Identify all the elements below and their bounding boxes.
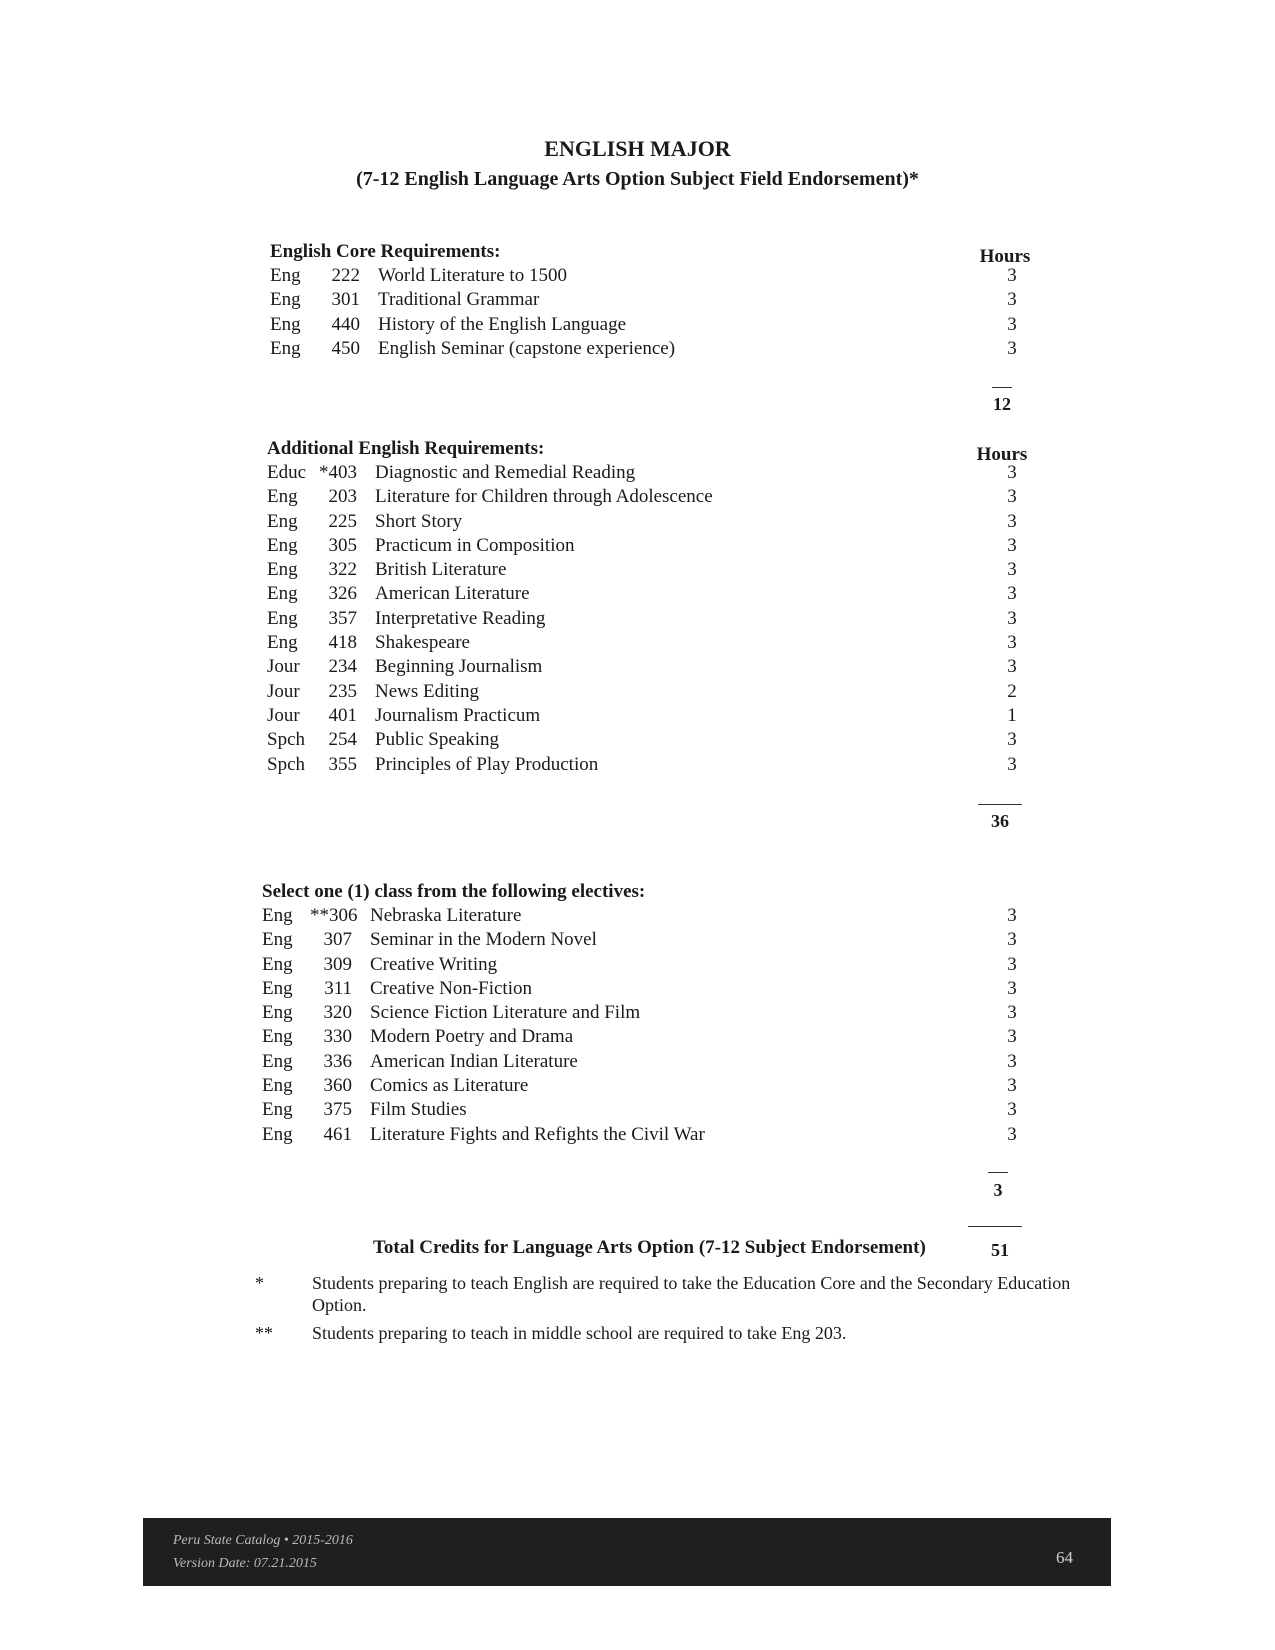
course-number: **306 [310, 905, 358, 926]
course-hours: 3 [1007, 1075, 1017, 1097]
course-row [262, 928, 1042, 952]
page-footer [143, 1518, 1111, 1586]
total-credits-label: Total Credits for Language Arts Option (7-12 Subject Endorsement) [373, 1237, 926, 1258]
page-title: ENGLISH MAJOR [544, 136, 731, 161]
course-dept: Eng [262, 1050, 293, 1072]
course-name: English Seminar (capstone experience) [378, 337, 676, 359]
course-dept: Eng [262, 1026, 293, 1048]
course-row [262, 977, 1042, 1001]
course-hours: 3 [1007, 929, 1017, 951]
course-number: 450 [331, 337, 360, 359]
core-requirements-section [270, 240, 1050, 361]
course-dept: Eng [270, 337, 301, 359]
course-row [267, 655, 1047, 679]
course-dept: Jour [267, 656, 300, 678]
course-hours: 3 [1007, 510, 1017, 532]
course-row [262, 1025, 1042, 1049]
course-dept: Jour [267, 704, 300, 726]
course-number: 235 [328, 680, 357, 702]
course-dept: Spch [267, 729, 305, 751]
footer-catalog-title: Peru State Catalog • 2015-2016 [173, 1533, 353, 1548]
course-dept: Eng [262, 929, 293, 951]
course-number: 336 [323, 1050, 352, 1072]
additional-course-list [267, 461, 1047, 777]
course-name: Nebraska Literature [370, 905, 522, 926]
course-number: 254 [328, 729, 357, 751]
course-hours: 3 [1007, 337, 1017, 359]
course-hours: 3 [1007, 1026, 1017, 1048]
course-hours: 3 [1007, 953, 1017, 975]
core-course-list [270, 264, 1050, 361]
course-number: 418 [328, 632, 357, 654]
core-subtotal: 12 [993, 394, 1011, 414]
course-row [270, 337, 1050, 361]
course-name: Beginning Journalism [375, 656, 543, 678]
electives-heading: Select one (1) class from the following electives: [262, 881, 646, 902]
course-hours: 3 [1007, 313, 1017, 335]
course-dept: Eng [262, 1099, 293, 1121]
course-number: 355 [328, 753, 357, 775]
course-name: News Editing [375, 680, 479, 702]
course-hours: 3 [1007, 462, 1017, 483]
course-row [267, 534, 1047, 558]
course-row [267, 728, 1047, 752]
course-hours: 3 [1007, 656, 1017, 678]
course-number: 301 [331, 289, 360, 311]
footnote-text: Students preparing to teach English are required to take the Education Core and the Secondary Education Option. [312, 1273, 1071, 1315]
course-dept: Eng [270, 265, 301, 286]
course-number: 311 [324, 977, 352, 999]
additional-subtotal-rule [978, 804, 1022, 805]
course-number: 375 [323, 1099, 352, 1121]
course-name: Diagnostic and Remedial Reading [375, 462, 636, 483]
course-name: British Literature [375, 559, 507, 581]
course-name: World Literature to 1500 [378, 265, 567, 286]
course-dept: Eng [262, 977, 293, 999]
course-name: Principles of Play Production [375, 753, 599, 775]
course-hours: 3 [1007, 1123, 1017, 1145]
course-name: Public Speaking [375, 729, 500, 751]
course-hours: 3 [1007, 1002, 1017, 1024]
footnote-mark: ** [255, 1323, 273, 1343]
course-dept: Eng [267, 510, 298, 532]
course-dept: Eng [267, 607, 298, 629]
course-hours: 3 [1007, 729, 1017, 751]
course-name: American Literature [375, 583, 530, 605]
course-hours: 1 [1007, 704, 1017, 726]
course-hours: 3 [1007, 486, 1017, 508]
footnote-mark: * [255, 1273, 264, 1293]
page-number: 64 [1056, 1548, 1073, 1567]
course-dept: Spch [267, 753, 305, 775]
footer-version-date: Version Date: 07.21.2015 [173, 1556, 317, 1571]
course-number: 461 [323, 1123, 352, 1145]
course-number: 307 [323, 929, 352, 951]
course-name: Practicum in Composition [375, 534, 575, 556]
course-name: Film Studies [370, 1099, 467, 1121]
course-hours: 3 [1007, 1050, 1017, 1072]
course-hours: 3 [1007, 632, 1017, 654]
course-row [262, 953, 1042, 977]
course-dept: Eng [262, 1075, 293, 1097]
course-number: 222 [331, 265, 360, 286]
course-hours: 3 [1007, 905, 1017, 926]
footnote-double-asterisk [255, 1322, 1095, 1346]
course-row [270, 264, 1050, 288]
course-number: 401 [328, 704, 357, 726]
course-number: 203 [328, 486, 357, 508]
course-hours: 3 [1007, 534, 1017, 556]
course-hours: 3 [1007, 583, 1017, 605]
electives-subtotal: 3 [993, 1180, 1003, 1200]
additional-hours-header: Hours [976, 444, 1028, 465]
course-dept: Eng [262, 953, 293, 975]
electives-subtotal-rule [988, 1172, 1008, 1173]
total-rule [968, 1226, 1022, 1227]
course-dept: Jour [267, 680, 300, 702]
course-dept: Eng [267, 632, 298, 654]
course-dept: Eng [262, 1002, 293, 1024]
course-name: Interpretative Reading [375, 607, 546, 629]
course-name: History of the English Language [378, 313, 627, 335]
course-dept: Eng [267, 559, 298, 581]
course-name: Modern Poetry and Drama [370, 1026, 574, 1048]
footnote-text: Students preparing to teach in middle school are required to take Eng 203. [312, 1323, 847, 1343]
additional-subtotal: 36 [991, 811, 1009, 831]
footnote-single-asterisk [255, 1272, 1095, 1318]
course-name: Shakespeare [375, 632, 470, 654]
electives-course-list [262, 904, 1042, 1147]
course-row [267, 485, 1047, 509]
course-hours: 3 [1007, 289, 1017, 311]
course-hours: 2 [1007, 680, 1017, 702]
course-row [270, 313, 1050, 337]
course-hours: 3 [1007, 753, 1017, 775]
course-row [270, 288, 1050, 312]
total-credits-value: 51 [991, 1240, 1009, 1260]
course-name: Literature Fights and Refights the Civil War [370, 1123, 705, 1145]
course-number: 330 [323, 1026, 352, 1048]
course-hours: 3 [1007, 977, 1017, 999]
course-row [262, 1098, 1042, 1122]
course-number: 440 [331, 313, 360, 335]
electives-section [262, 880, 1042, 1147]
course-row [267, 558, 1047, 582]
course-row [267, 631, 1047, 655]
course-number: 309 [323, 953, 352, 975]
course-row [262, 1001, 1042, 1025]
course-row [262, 1074, 1042, 1098]
course-row [267, 753, 1047, 777]
core-hours-header: Hours [979, 246, 1031, 267]
course-dept: Eng [262, 1123, 293, 1145]
course-name: Seminar in the Modern Novel [370, 929, 597, 951]
course-name: Traditional Grammar [378, 289, 540, 311]
course-hours: 3 [1007, 1099, 1017, 1121]
course-row [267, 461, 1047, 485]
course-number: 225 [328, 510, 357, 532]
course-name: American Indian Literature [370, 1050, 578, 1072]
course-number: 322 [328, 559, 357, 581]
course-row [267, 607, 1047, 631]
course-number: 305 [328, 534, 357, 556]
course-number: *403 [319, 462, 357, 483]
core-heading: English Core Requirements: [270, 241, 501, 262]
course-dept: Educ [267, 462, 307, 483]
course-dept: Eng [267, 583, 298, 605]
course-row [262, 1050, 1042, 1074]
course-row [267, 582, 1047, 606]
course-name: Creative Writing [370, 953, 498, 975]
course-hours: 3 [1007, 559, 1017, 581]
course-name: Journalism Practicum [375, 704, 541, 726]
course-name: Short Story [375, 510, 463, 532]
course-dept: Eng [267, 486, 298, 508]
course-row [267, 510, 1047, 534]
course-number: 326 [328, 583, 357, 605]
course-hours: 3 [1007, 607, 1017, 629]
core-subtotal-rule [992, 387, 1012, 388]
additional-requirements-section [267, 437, 1047, 777]
course-row [267, 704, 1047, 728]
course-name: Comics as Literature [370, 1075, 529, 1097]
course-name: Literature for Children through Adolescence [375, 486, 713, 508]
course-name: Creative Non-Fiction [370, 977, 532, 999]
course-number: 357 [328, 607, 357, 629]
page-subtitle: (7-12 English Language Arts Option Subject Field Endorsement)* [356, 168, 919, 190]
additional-heading: Additional English Requirements: [267, 438, 545, 459]
course-number: 320 [323, 1002, 352, 1024]
course-row [262, 1123, 1042, 1147]
course-number: 234 [328, 656, 357, 678]
course-name: Science Fiction Literature and Film [370, 1002, 641, 1024]
course-row [267, 680, 1047, 704]
course-dept: Eng [267, 534, 298, 556]
course-row [262, 904, 1042, 928]
course-dept: Eng [262, 905, 293, 926]
course-number: 360 [323, 1075, 352, 1097]
course-dept: Eng [270, 313, 301, 335]
course-hours: 3 [1007, 265, 1017, 286]
course-dept: Eng [270, 289, 301, 311]
